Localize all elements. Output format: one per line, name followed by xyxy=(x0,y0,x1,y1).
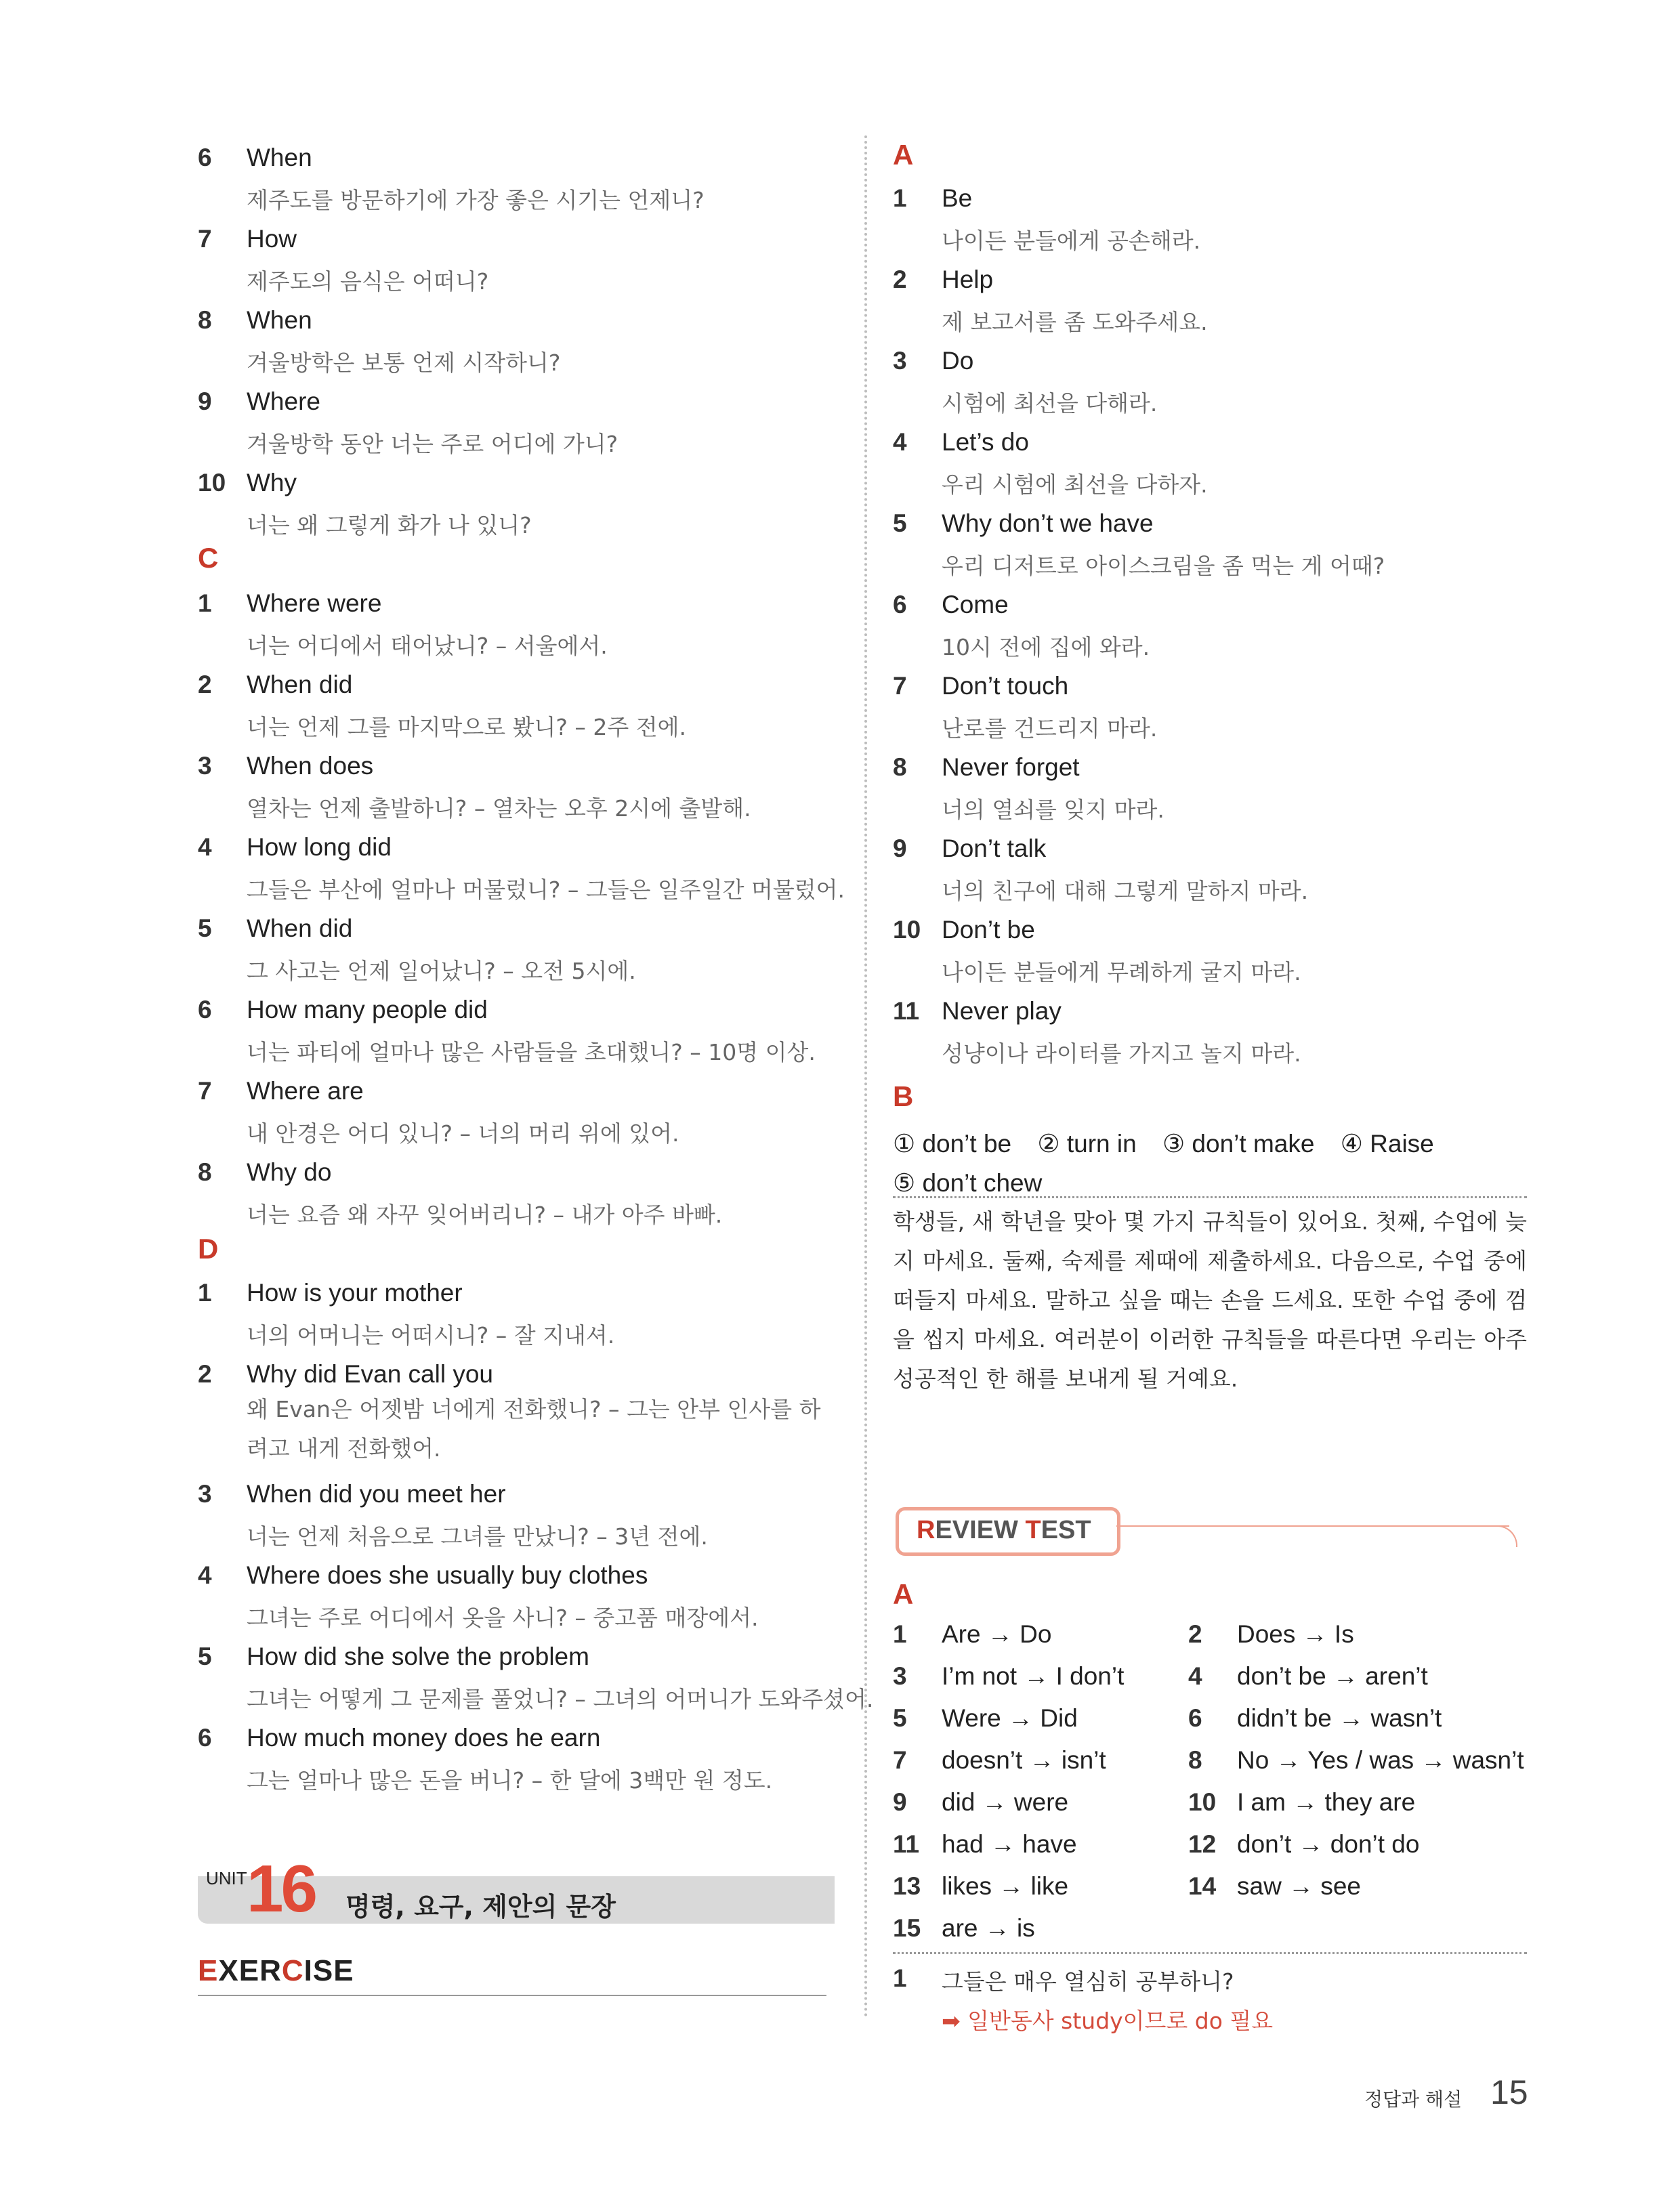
item-number: 2 xyxy=(1188,1620,1202,1648)
review-test-title xyxy=(917,1516,1091,1545)
item-number: 6 xyxy=(198,1724,212,1752)
item-number: 10 xyxy=(198,469,226,496)
answer-korean: 너는 어디에서 태어났니? – 서울에서. xyxy=(247,633,608,659)
item-number: 11 xyxy=(893,997,920,1025)
answer-korean: 겨울방학 동안 너는 주로 어디에 가니? xyxy=(247,431,618,457)
answer-english: How did she solve the problem xyxy=(247,1643,589,1670)
b-option: ⑤ don’t chew xyxy=(893,1169,1043,1197)
dotted-divider xyxy=(893,1196,1527,1198)
item-number: 6 xyxy=(893,591,907,618)
item-number: 13 xyxy=(893,1872,921,1900)
explanation-tip: ➡ 일반동사 study이므로 do 필요 xyxy=(942,2008,1274,2034)
answer-english: How xyxy=(247,225,297,253)
answer-english: Why xyxy=(247,469,297,496)
review-test-badge xyxy=(896,1507,1120,1556)
answer-text: Were → Did xyxy=(942,1704,1078,1732)
item-number: 3 xyxy=(893,1662,907,1690)
unit-number: 16 xyxy=(247,1851,316,1926)
unit-title: 명령, 요구, 제안의 문장 xyxy=(345,1892,616,1922)
answer-english: When xyxy=(247,144,312,171)
answer-korean: 내 안경은 어디 있니? – 너의 머리 위에 있어. xyxy=(247,1120,679,1147)
review-eview: EVIEW xyxy=(935,1516,1026,1544)
answer-korean: 그 사고는 언제 일어났니? – 오전 5시에. xyxy=(247,958,636,984)
answer-english: How is your mother xyxy=(247,1279,463,1307)
answer-english: Help xyxy=(942,266,994,293)
answer-text: doesn’t → isn’t xyxy=(942,1746,1106,1774)
item-number: 11 xyxy=(893,1830,920,1858)
answer-korean: 너는 언제 그를 마지막으로 봤니? – 2주 전에. xyxy=(247,714,686,740)
review-est: EST xyxy=(1041,1516,1091,1544)
answer-korean: 겨울방학은 보통 언제 시작하니? xyxy=(247,350,561,376)
answer-english: How long did xyxy=(247,833,392,861)
answer-text: likes → like xyxy=(942,1872,1069,1900)
answer-korean: 우리 시험에 최선을 다하자. xyxy=(942,471,1208,498)
answer-english: How much money does he earn xyxy=(247,1724,601,1752)
item-number: 1 xyxy=(198,1279,212,1307)
answer-korean: 너의 어머니는 어떠시니? – 잘 지내셔. xyxy=(247,1322,615,1349)
item-number: 2 xyxy=(198,671,212,698)
answer-korean: 제주도의 음식은 어떠니? xyxy=(247,268,489,295)
review-answer xyxy=(893,1830,1077,1859)
review-answer xyxy=(893,1872,1068,1901)
answer-english: When xyxy=(247,306,312,334)
answer-text: did → were xyxy=(942,1788,1069,1816)
review-answer xyxy=(1188,1620,1354,1649)
item-number: 15 xyxy=(893,1914,921,1942)
answer-korean: 성냥이나 라이터를 가지고 놀지 마라. xyxy=(942,1040,1301,1067)
translation-paragraph: 학생들, 새 학년을 맞아 몇 가지 규칙들이 있어요. 첫째, 수업에 늦지 마세요. 둘째, 숙제를 제때에 제출하세요. 다음으로, 수업 중에 떠들지 마세요. 말하고 싶을 때는 손을 드세요. 또한 수업 중에 껌을 씹지 마세요. 여러분이 이러한 규칙들을 따른다면 우리는 아주 성공적인 한 해를 보내게 될 거예요. xyxy=(893,1208,1527,1392)
answer-english: Where were xyxy=(247,589,382,617)
item-number: 5 xyxy=(198,1643,212,1670)
item-number: 3 xyxy=(893,347,907,375)
section-label-c: C xyxy=(198,542,219,574)
answer-korean: 그는 얼마나 많은 돈을 버니? – 한 달에 3백만 원 정도. xyxy=(247,1767,773,1794)
answer-korean: 너는 요즘 왜 자꾸 잊어버리니? – 내가 아주 바빠. xyxy=(247,1202,723,1228)
exercise-heading-ise: ISE xyxy=(303,1954,354,1987)
item-number: 7 xyxy=(893,672,907,700)
item-number: 6 xyxy=(198,996,212,1023)
answer-korean: 그녀는 어떻게 그 문제를 풀었니? – 그녀의 어머니가 도와주셨어. xyxy=(247,1686,874,1712)
answer-english: How many people did xyxy=(247,996,488,1023)
item-number: 6 xyxy=(1188,1704,1202,1732)
item-number: 8 xyxy=(1188,1746,1202,1774)
answer-text: are → is xyxy=(942,1914,1035,1942)
answer-english: Why do xyxy=(247,1158,332,1186)
item-number: 4 xyxy=(198,1561,212,1589)
answer-english: Never forget xyxy=(942,753,1080,781)
answer-text: Does → Is xyxy=(1237,1620,1354,1648)
dotted-divider xyxy=(893,1952,1527,1954)
answer-english: Why don’t we have xyxy=(942,509,1154,537)
answer-korean: 왜 Evan은 어젯밤 너에게 전화했니? – 그는 안부 인사를 하려고 내게 전화했어. xyxy=(247,1396,821,1462)
review-answer xyxy=(893,1746,1106,1775)
answer-korean: 너의 열쇠를 잊지 마라. xyxy=(942,797,1164,823)
item-number: 10 xyxy=(1188,1788,1217,1816)
answer-korean: 제주도를 방문하기에 가장 좋은 시기는 언제니? xyxy=(247,187,705,213)
section-label-d: D xyxy=(198,1233,219,1265)
item-number: 12 xyxy=(1188,1830,1217,1858)
review-header-curve xyxy=(1489,1525,1517,1547)
answer-text: Are → Do xyxy=(942,1620,1052,1648)
answer-text: don’t be → aren’t xyxy=(1237,1662,1428,1690)
item-number: 7 xyxy=(198,225,212,253)
answer-text: don’t → don’t do xyxy=(1237,1830,1420,1858)
answer-korean: 너는 파티에 얼마나 많은 사람들을 초대했니? – 10명 이상. xyxy=(247,1039,816,1065)
item-number: 9 xyxy=(893,834,907,862)
answer-korean: 너는 왜 그렇게 화가 나 있니? xyxy=(247,512,532,538)
answer-korean: 너는 언제 처음으로 그녀를 만났니? – 3년 전에. xyxy=(247,1523,708,1550)
item-number: 3 xyxy=(198,1480,212,1508)
answer-korean: 시험에 최선을 다해라. xyxy=(942,390,1158,417)
section-label-b: B xyxy=(893,1080,914,1112)
exercise-heading-c: C xyxy=(281,1954,304,1987)
item-number: 2 xyxy=(893,266,907,293)
answer-korean: 너의 친구에 대해 그렇게 말하지 마라. xyxy=(942,878,1309,904)
answer-english: Let’s do xyxy=(942,428,1029,456)
answer-korean: 제 보고서를 좀 도와주세요. xyxy=(942,309,1208,335)
answer-korean: 나이든 분들에게 공손해라. xyxy=(942,228,1201,254)
answer-english: Be xyxy=(942,184,973,212)
page-number: 15 xyxy=(1490,2073,1528,2111)
answer-text: I’m not → I don’t xyxy=(942,1662,1125,1690)
item-number: 5 xyxy=(198,914,212,942)
item-number: 4 xyxy=(198,833,212,861)
item-number: 8 xyxy=(198,1158,212,1186)
item-number: 6 xyxy=(198,144,212,171)
exercise-heading-x: X xyxy=(218,1954,239,1987)
item-number: 14 xyxy=(1188,1872,1217,1900)
answer-korean: 열차는 언제 출발하니? – 열차는 오후 2시에 출발해. xyxy=(247,795,751,822)
item-number: 1 xyxy=(198,589,212,617)
answer-text: didn’t be → wasn’t xyxy=(1237,1704,1442,1732)
item-number: 8 xyxy=(198,306,212,334)
b-option: ② turn in xyxy=(1037,1130,1137,1158)
b-options xyxy=(893,1124,1527,1203)
answer-korean: 10시 전에 집에 와라. xyxy=(942,634,1150,660)
b-option: ④ Raise xyxy=(1340,1130,1434,1158)
answer-korean: 그들은 부산에 얼마나 머물렀니? – 그들은 일주일간 머물렀어. xyxy=(247,876,845,903)
section-label-a: A xyxy=(893,139,914,171)
item-number: 8 xyxy=(893,753,907,781)
b-option: ③ don’t make xyxy=(1162,1130,1315,1158)
exercise-heading-e: E xyxy=(198,1954,219,1987)
item-number: 4 xyxy=(893,428,907,456)
answer-english: Do xyxy=(942,347,974,375)
item-number: 2 xyxy=(198,1360,212,1388)
answer-text: I am → they are xyxy=(1237,1788,1416,1816)
answer-text: saw → see xyxy=(1237,1872,1362,1900)
answer-text: No → Yes / was → wasn’t xyxy=(1237,1746,1524,1774)
column-divider xyxy=(864,135,867,2018)
unit-header xyxy=(198,1851,835,1926)
item-number: 1 xyxy=(893,1620,907,1648)
review-answer xyxy=(1188,1662,1428,1691)
answer-english: When did you meet her xyxy=(247,1480,506,1508)
answer-english: When did xyxy=(247,671,353,698)
answer-text: had → have xyxy=(942,1830,1077,1858)
review-answer xyxy=(893,1662,1124,1691)
item-number: 10 xyxy=(893,916,921,944)
item-number: 9 xyxy=(893,1788,907,1816)
review-answer xyxy=(893,1620,1051,1649)
answer-english: Where are xyxy=(247,1077,364,1105)
review-answer xyxy=(893,1704,1078,1733)
answer-english: Never play xyxy=(942,997,1062,1025)
answer-korean: 그녀는 주로 어디에서 옷을 사니? – 중고품 매장에서. xyxy=(247,1605,759,1631)
review-r: R xyxy=(917,1516,936,1544)
answer-english: Where xyxy=(247,387,320,415)
answer-korean: 난로를 건드리지 마라. xyxy=(942,715,1158,742)
item-number: 5 xyxy=(893,509,907,537)
item-number: 9 xyxy=(198,387,212,415)
b-option: ① don’t be xyxy=(893,1130,1012,1158)
item-number: 1 xyxy=(893,184,907,212)
answer-korean: 나이든 분들에게 무례하게 굴지 마라. xyxy=(942,959,1301,986)
answer-english: Come xyxy=(942,591,1009,618)
review-t: T xyxy=(1025,1516,1041,1544)
unit-label: UNIT xyxy=(206,1868,247,1888)
review-answer xyxy=(893,1788,1068,1817)
item-number: 3 xyxy=(198,752,212,780)
answer-english: Don’t talk xyxy=(942,834,1047,862)
answer-english: Don’t be xyxy=(942,916,1035,944)
answer-english: Why did Evan call you xyxy=(247,1360,494,1388)
review-section-label-a: A xyxy=(893,1578,914,1610)
answer-english: When does xyxy=(247,752,374,780)
footer-label: 정답과 해설 xyxy=(1364,2088,1463,2111)
review-answer xyxy=(893,1914,1035,1943)
exercise-rule xyxy=(198,1995,826,1996)
review-answer xyxy=(1188,1704,1442,1733)
item-number: 7 xyxy=(893,1746,907,1774)
answer-english: When did xyxy=(247,914,353,942)
review-answer xyxy=(1188,1872,1361,1901)
item-number: 7 xyxy=(198,1077,212,1105)
review-answer xyxy=(1188,1746,1524,1775)
review-answer xyxy=(1188,1788,1415,1817)
exercise-heading xyxy=(198,1954,354,1988)
answer-english: Where does she usually buy clothes xyxy=(247,1561,648,1589)
item-number: 4 xyxy=(1188,1662,1202,1690)
answer-korean: 우리 디저트로 아이스크림을 좀 먹는 게 어때? xyxy=(942,553,1385,579)
explanation-korean: 그들은 매우 열심히 공부하니? xyxy=(942,1968,1234,1995)
review-answer xyxy=(1188,1830,1419,1859)
exercise-heading-er: ER xyxy=(238,1954,282,1987)
review-header-line xyxy=(1116,1525,1509,1527)
item-number: 1 xyxy=(893,1964,907,1992)
answer-english: Don’t touch xyxy=(942,672,1069,700)
item-number: 5 xyxy=(893,1704,907,1732)
